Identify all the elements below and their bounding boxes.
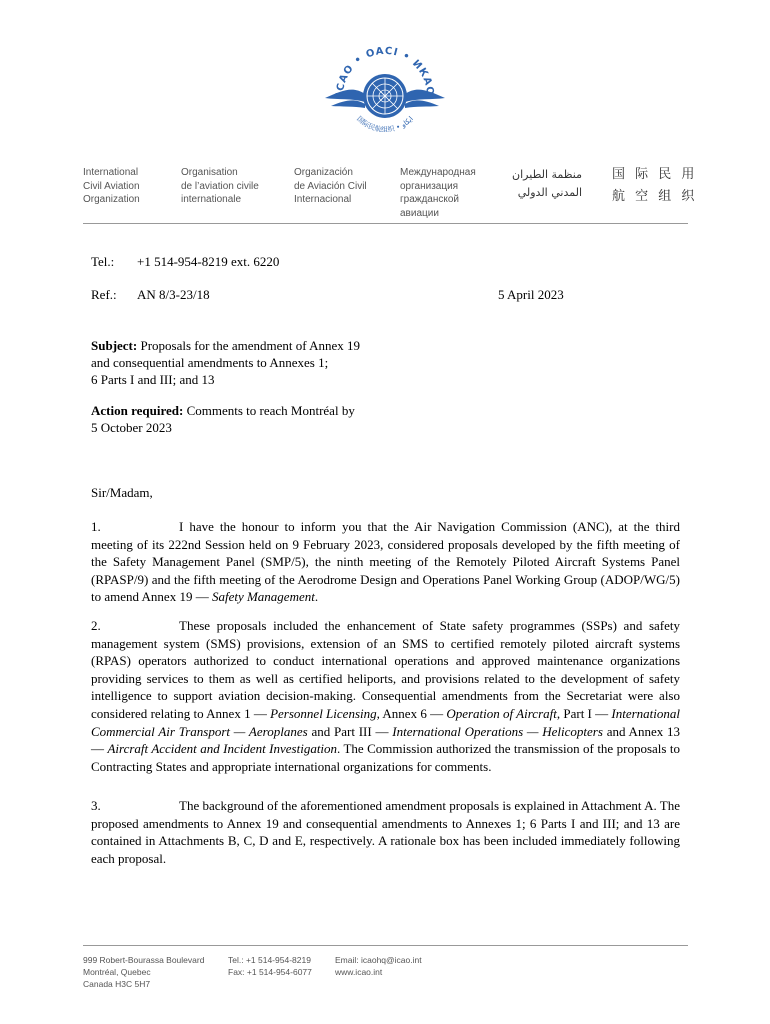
salutation: Sir/Madam, bbox=[91, 485, 153, 500]
letter-date: 5 April 2023 bbox=[498, 287, 564, 302]
header-spanish: Organización de Aviación Civil Internacional bbox=[294, 167, 367, 205]
subject-label: Subject: bbox=[91, 338, 138, 353]
header-chinese: 国 际 民 用 航 空 组 织 bbox=[612, 167, 698, 204]
header-english: International Civil Aviation Organization bbox=[83, 167, 140, 205]
paragraph-1: 1. I have the honour to inform you that the Air Navigation Commission (ANC), at the third meeting of its 222nd Session held on 9 February 2023, considered proposals developed by the fifth meeting of the Safety Management Panel (SMP/5), the ninth meeting of the Remotely Piloted Aircraft Systems Panel (RPASP/9) and the fifth meeting of the Aerodrome Design and Operations Panel Working Group (ADOP/WG/5) to amend Annex 19 — Safety Management. bbox=[91, 519, 680, 605]
subject: Subject: Proposals for the amendment of Annex 19 and consequential amendments to Annexes 1; 6 Parts I and III; and 13 bbox=[91, 338, 360, 387]
tel-value: +1 514-954-8219 ext. 6220 bbox=[137, 254, 280, 269]
header-arabic: منظمة الطيران المدني الدولي bbox=[512, 168, 582, 199]
action-required: Action required: Comments to reach Montréal by 5 October 2023 bbox=[91, 403, 355, 435]
header-french: Organisation de l’aviation civile internationale bbox=[181, 167, 259, 205]
footer-rule bbox=[83, 945, 688, 946]
tel-label: Tel.: bbox=[91, 254, 115, 269]
ref-value: AN 8/3-23/18 bbox=[137, 287, 210, 302]
paragraph-3: 3. The background of the aforementioned amendment proposals is explained in Attachment A. The proposed amendments to Annex 19 and consequential amendments to Annexes 1; 6 Parts I and III; and 13 are contained in Attachments B, C, D and E, respectively. A rationale box has been included immediately following each proposal. bbox=[91, 798, 680, 866]
footer-address: 999 Robert-Bourassa Boulevard Montréal, Quebec Canada H3C 5H7 bbox=[83, 955, 205, 989]
footer-web: Email: icaohq@icao.int www.icao.int bbox=[335, 955, 422, 977]
paragraph-2: 2. These proposals included the enhancement of State safety programmes (SSPs) and safety management system (SMS) provisions, extension of an SMS to certified remotely piloted aircraft systems (RPAS) operators authorized to conduct international operations and approved maintenance organizations providing services to them as well as certified heliports, and provisions related to the development of safety intelligence to support aviation decision-making. Consequential amendments from the Secretariat were also considered relating to Annex 1 — Personnel Licensing, Annex 6 — Operation of Aircraft, Part I — International Commercial Air Transport — Aeroplanes and Part III — International Operations — Helicopters and Annex 13 — Aircraft Accident and Incident Investigation. The Commission authorized the transmission of the proposals to Contracting States and appropriate international organizations for comments. bbox=[91, 618, 681, 774]
footer-phone: Tel.: +1 514-954-8219 Fax: +1 514-954-6077 bbox=[228, 955, 312, 977]
header-rule bbox=[83, 223, 688, 224]
icao-logo bbox=[321, 34, 449, 152]
svg-text:国际民航组织 • ایکاو: 国际民航组织 • ایکاو bbox=[355, 114, 415, 134]
header-russian: Международная организация гражданской авиации bbox=[400, 167, 476, 219]
ref-label: Ref.: bbox=[91, 287, 117, 302]
svg-text:ICAO • OACI • ИКАО: ICAO • OACI • ИКАО bbox=[334, 45, 436, 97]
action-label: Action required: bbox=[91, 403, 184, 418]
